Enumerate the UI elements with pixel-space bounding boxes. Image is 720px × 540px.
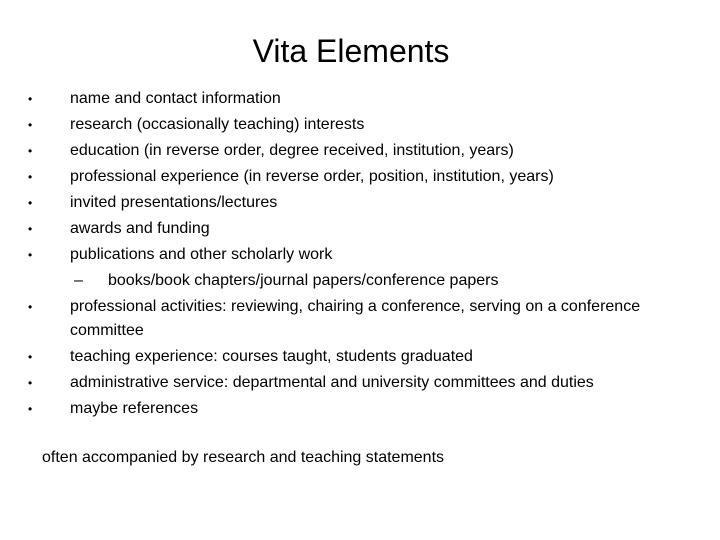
list-item xyxy=(28,138,708,164)
bullet-icon: • xyxy=(28,222,33,236)
bullet-icon: • xyxy=(28,170,33,184)
bullet-icon: • xyxy=(28,144,33,158)
list-item xyxy=(28,370,708,396)
bullet-icon: • xyxy=(28,376,33,390)
bullet-icon: • xyxy=(28,92,33,106)
list-item-text: publications and other scholarly work xyxy=(70,246,333,263)
list-item xyxy=(28,112,708,138)
list-item-text: invited presentations/lectures xyxy=(70,194,278,211)
list-item-text: maybe references xyxy=(70,400,199,417)
list-item xyxy=(28,294,708,344)
list-item-text: awards and funding xyxy=(70,220,210,237)
sub-list-item-text: books/book chapters/journal papers/conference papers xyxy=(108,272,499,289)
list-item xyxy=(28,242,708,268)
list-item-text: professional activities: reviewing, chairing a conference, serving on a conference committee xyxy=(70,298,641,339)
list-item-text: teaching experience: courses taught, students graduated xyxy=(70,348,473,365)
list-item-text: research (occasionally teaching) interests xyxy=(70,116,365,133)
list-item-text: name and contact information xyxy=(70,90,281,107)
list-item xyxy=(28,344,708,370)
bullet-icon: • xyxy=(28,300,33,314)
bullet-list xyxy=(28,86,708,422)
list-item-text: administrative service: departmental and university committees and duties xyxy=(70,374,594,391)
bullet-icon: • xyxy=(28,118,33,132)
bullet-icon: • xyxy=(28,350,33,364)
list-item-text: professional experience (in reverse order, position, institution, years) xyxy=(70,168,554,185)
bullet-icon: • xyxy=(28,248,33,262)
dash-icon: – xyxy=(74,272,83,289)
bullet-icon: • xyxy=(28,402,33,416)
list-item xyxy=(28,86,708,112)
bullet-icon: • xyxy=(28,196,33,210)
list-item-text: education (in reverse order, degree received, institution, years) xyxy=(70,142,514,159)
list-item xyxy=(28,190,708,216)
list-item xyxy=(28,216,708,242)
list-item xyxy=(28,396,708,422)
list-item xyxy=(28,164,708,190)
slide-title: Vita Elements xyxy=(252,33,450,69)
sub-list-item xyxy=(28,268,708,294)
footer-note: often accompanied by research and teaching statements xyxy=(42,449,445,466)
